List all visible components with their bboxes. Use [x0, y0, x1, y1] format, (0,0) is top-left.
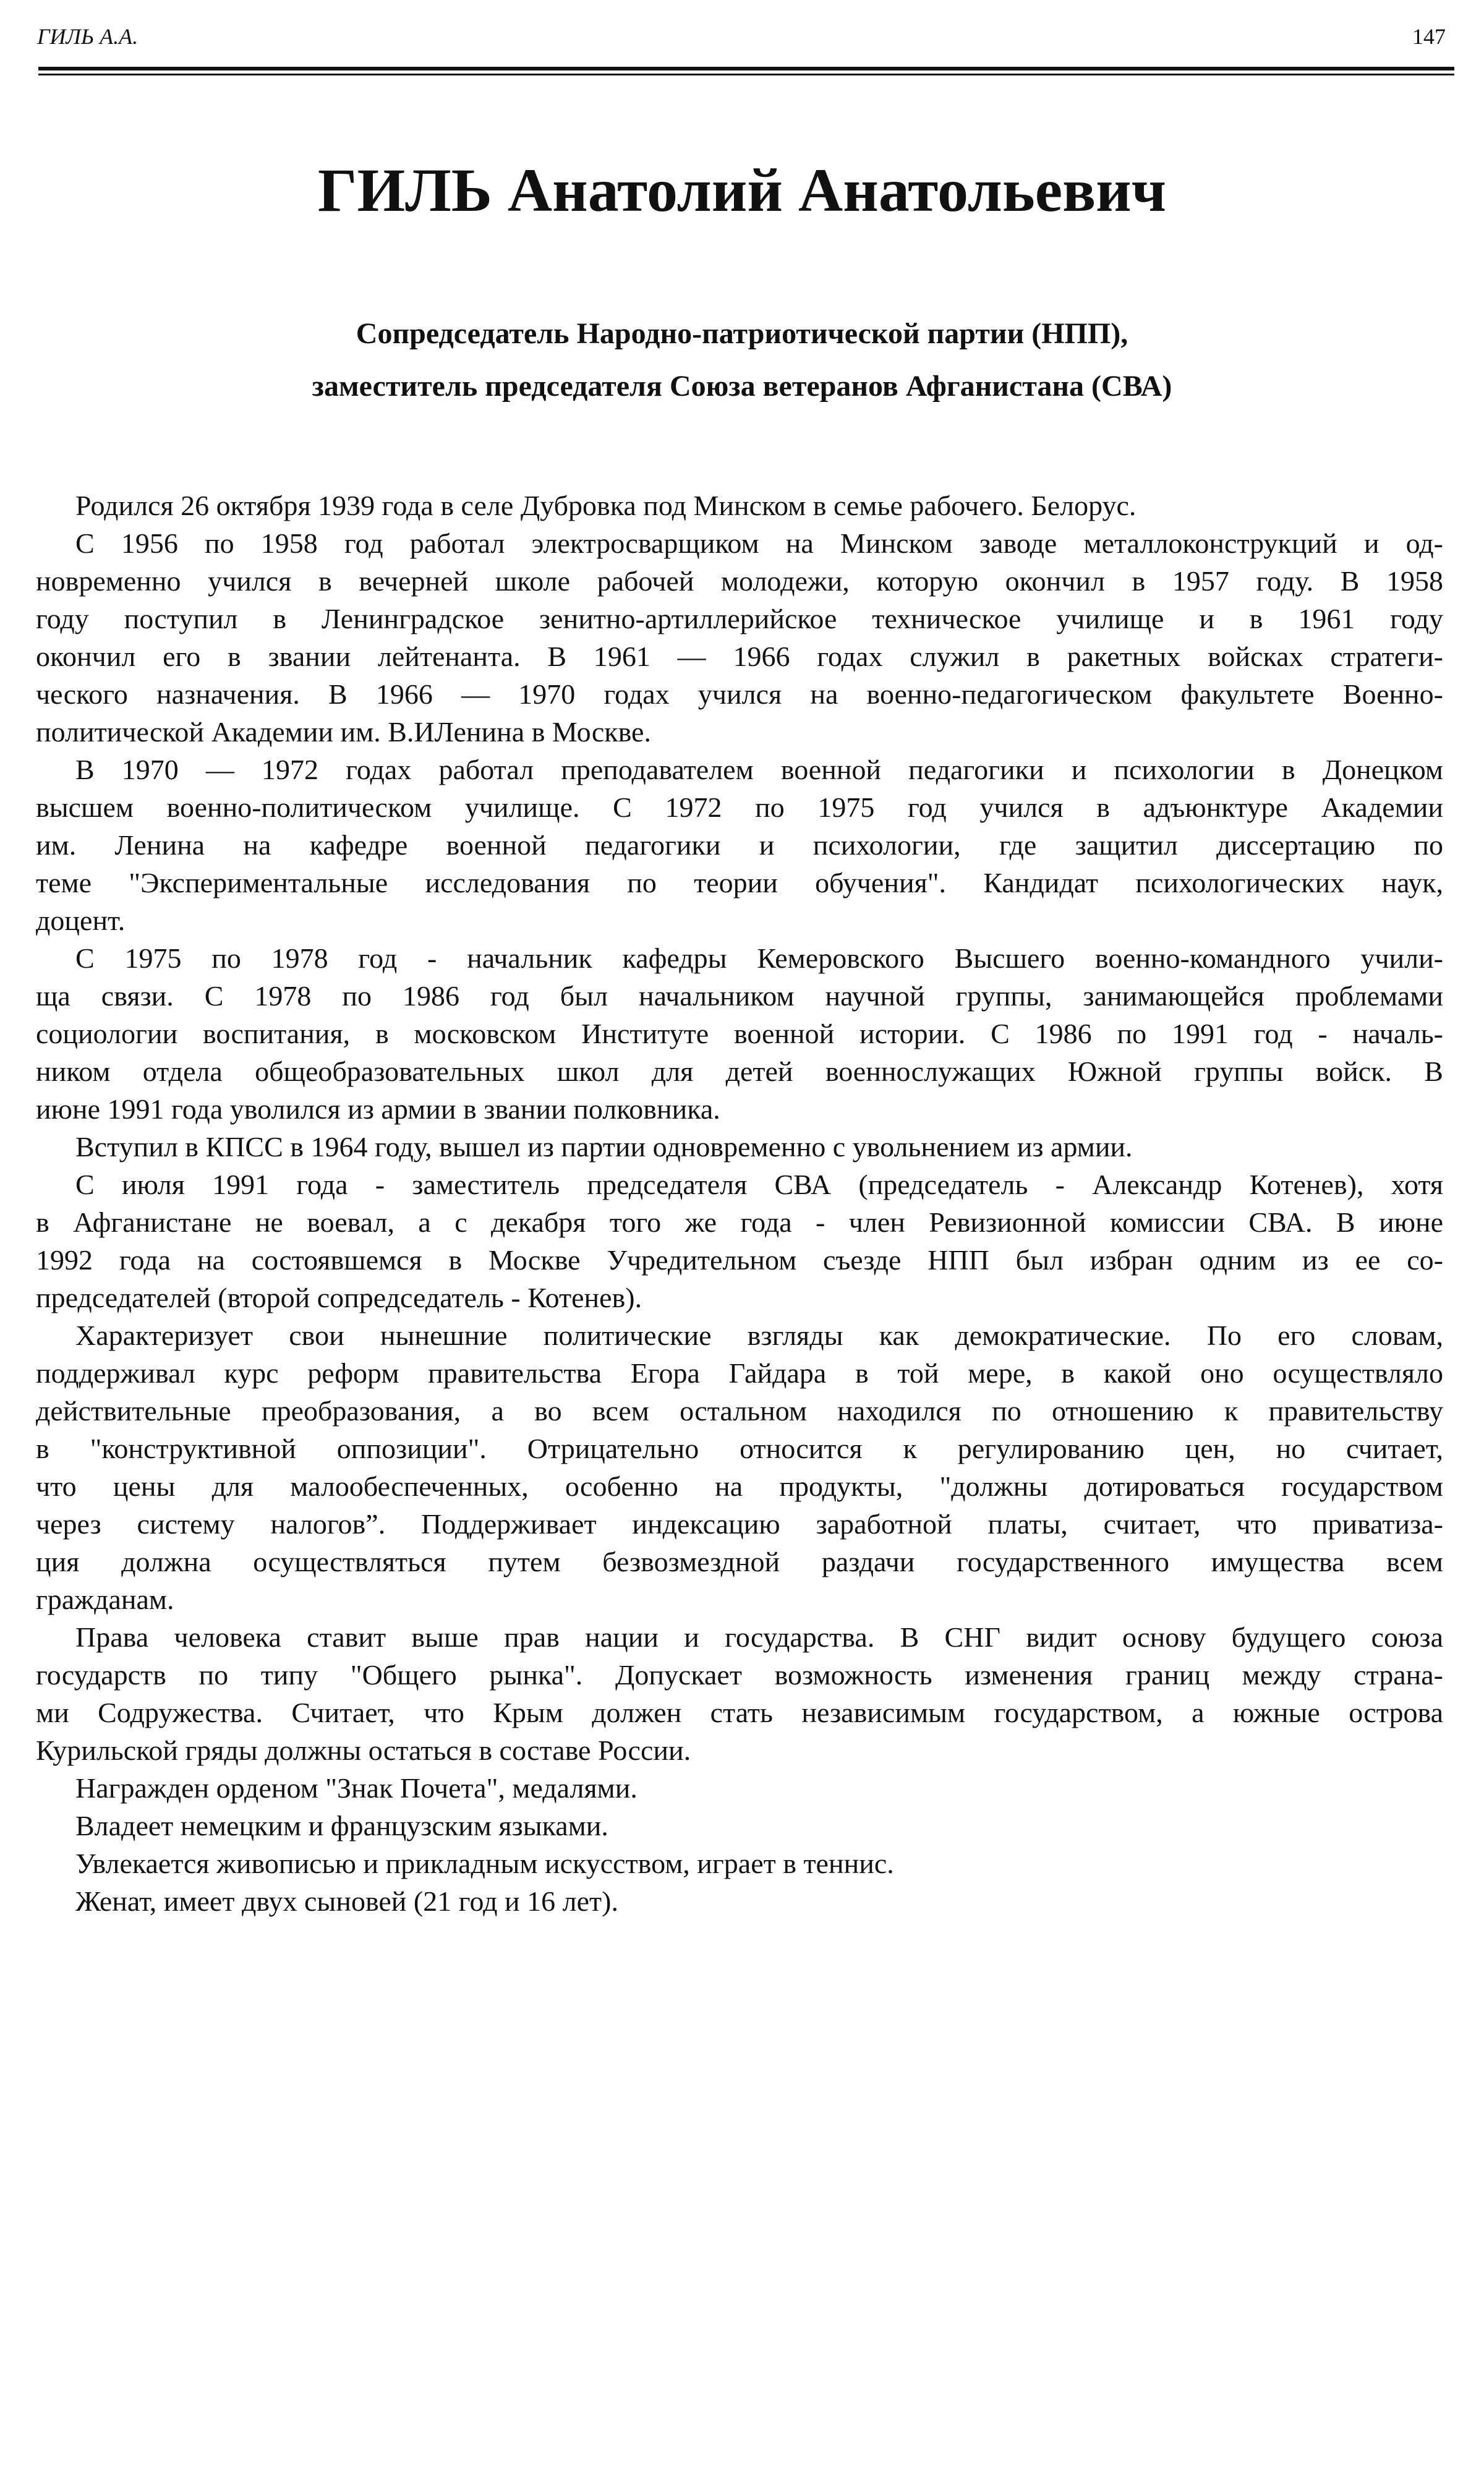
- text-line: окончил его в звании лейтенанта. В 1961 — 1966 годах служил в ракетных войсках стратеги-: [36, 641, 1443, 672]
- text-line: государств по типу "Общего рынка". Допускает возможность изменения границ между страна-: [36, 1659, 1443, 1691]
- text-line: С 1975 по 1978 год - начальник кафедры Кемеровского Высшего военно-командного учили-: [75, 942, 1443, 974]
- text-line: Характеризует свои нынешние политические взгляды как демократические. По его словам,: [75, 1320, 1443, 1351]
- text-line: теме "Экспериментальные исследования по теории обучения". Кандидат психологических наук,: [36, 867, 1443, 898]
- paragraph: [36, 939, 1443, 1128]
- subtitle-line: Сопредседатель Народно-патриотической партии (НПП),: [356, 317, 1128, 350]
- text-line: Вступил в КПСС в 1964 году, вышел из партии одновременно с увольнением из армии.: [75, 1131, 1133, 1163]
- paragraph: [36, 487, 1443, 524]
- text-line: им. Ленина на кафедре военной педагогики и психологии, где защитил диссертацию по: [36, 829, 1443, 861]
- text-line: 1992 года на состоявшемся в Москве Учредительном съезде НПП был избран одним из ее со-: [36, 1244, 1443, 1276]
- text-line: доцент.: [36, 905, 126, 936]
- text-line: ща связи. С 1978 по 1986 год был начальником научной группы, занимающейся проблемами: [36, 980, 1443, 1012]
- paragraph: [36, 1166, 1443, 1316]
- text-line: ми Содружества. Считает, что Крым должен стать независимым государством, а южные острова: [36, 1697, 1443, 1728]
- text-line: гражданам.: [36, 1584, 174, 1615]
- paragraph: [36, 1316, 1443, 1618]
- text-line: В 1970 — 1972 годах работал преподавателем военной педагогики и психологии в Донецком: [75, 754, 1443, 785]
- text-line: июне 1991 года уволился из армии в звании полковника.: [36, 1093, 720, 1125]
- text-line: Увлекается живописью и прикладным искусством, играет в теннис.: [75, 1848, 894, 1879]
- article-body: [36, 487, 1443, 1920]
- text-line: ция должна осуществляться путем безвозмездной раздачи государственного имущества всем: [36, 1546, 1443, 1577]
- text-line: председателей (второй сопредседатель - Котенев).: [36, 1282, 642, 1313]
- text-line: ником отдела общеобразовательных школ для детей военнослужащих Южной группы войск. В: [36, 1056, 1443, 1087]
- text-line: поддерживал курс реформ правительства Егора Гайдара в той мере, в какой оно осуществляло: [36, 1357, 1443, 1389]
- text-line: ческого назначения. В 1966 — 1970 годах учился на военно-педагогическом факультете Военно-: [36, 678, 1443, 710]
- text-line: С июля 1991 года - заместитель председателя СВА (председатель - Александр Котенев), хотя: [75, 1169, 1443, 1200]
- text-line: политической Академии им. В.ИЛенина в Москве.: [36, 716, 651, 748]
- text-line: году поступил в Ленинградское зенитно-артиллерийское техническое училище и в 1961 году: [36, 603, 1443, 634]
- text-line: социологии воспитания, в московском Институте военной истории. С 1986 по 1991 год - началь-: [36, 1018, 1443, 1049]
- text-line: через систему налогов”. Поддерживает индексацию заработной платы, считает, что приватиза-: [36, 1508, 1443, 1540]
- text-line: что цены для малообеспеченных, особенно на продукты, "должны дотироваться государством: [36, 1470, 1443, 1502]
- text-line: Права человека ставит выше прав нации и государства. В СНГ видит основу будущего союза: [75, 1621, 1443, 1653]
- text-line: новременно учился в вечерней школе рабочей молодежи, которую окончил в 1957 году. В 1958: [36, 565, 1443, 597]
- paragraph: [36, 1807, 1443, 1845]
- text-line: Родился 26 октября 1939 года в селе Дубровка под Минском в семье рабочего. Белорус.: [75, 490, 1136, 521]
- text-line: С 1956 по 1958 год работал электросварщиком на Минском заводе металлоконструкций и од-: [75, 527, 1443, 559]
- text-line: Женат, имеет двух сыновей (21 год и 16 лет).: [75, 1885, 618, 1917]
- paragraph: [36, 1618, 1443, 1769]
- running-title: ГИЛЬ А.А.: [37, 24, 139, 49]
- header-rule-thick: [38, 67, 1454, 70]
- page-number: 147: [1412, 24, 1446, 49]
- page-title: ГИЛЬ Анатолий Анатольевич: [317, 156, 1167, 224]
- text-line: в Афганистане не воевал, а с декабря того же года - член Ревизионной комиссии СВА. В июне: [36, 1206, 1443, 1238]
- text-line: действительные преобразования, а во всем остальном находился по отношению к правительству: [36, 1395, 1443, 1427]
- paragraph: [36, 524, 1443, 751]
- paragraph: [36, 1882, 1443, 1920]
- text-line: Курильской гряды должны остаться в составе России.: [36, 1735, 691, 1766]
- header-rule-thin: [38, 74, 1454, 75]
- paragraph: [36, 1128, 1443, 1166]
- paragraph: [36, 1845, 1443, 1882]
- text-line: высшем военно-политическом училище. С 1972 по 1975 год учился в адъюнктуре Академии: [36, 792, 1443, 823]
- paragraph: [36, 751, 1443, 939]
- subtitle-line: заместитель председателя Союза ветеранов Афганистана (СВА): [312, 370, 1172, 403]
- text-line: в "конструктивной оппозиции". Отрицательно относится к регулированию цен, но считает,: [36, 1433, 1443, 1464]
- paragraph: [36, 1769, 1443, 1807]
- text-line: Владеет немецким и французским языками.: [75, 1810, 608, 1841]
- text-line: Награжден орденом "Знак Почета", медалями.: [75, 1772, 638, 1804]
